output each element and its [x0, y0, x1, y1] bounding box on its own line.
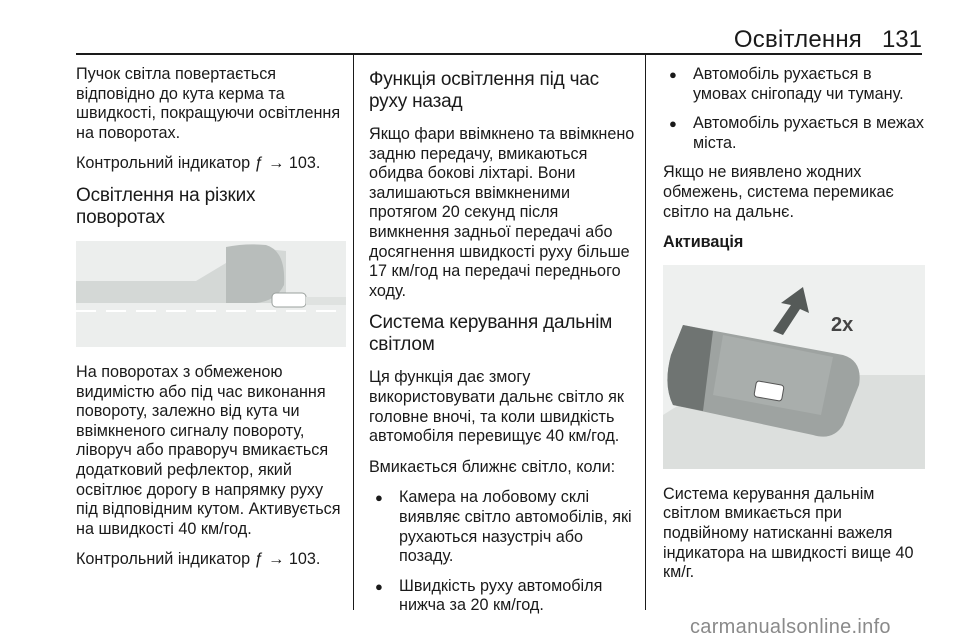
paragraph: Вмикається ближнє світло, коли: [369, 457, 616, 476]
paragraph: Пучок світла повертається відповідно до кута керма та швидкості, покращуючи освітлення на поворотах. [76, 65, 341, 142]
column-divider-1 [353, 55, 354, 610]
indicator-reference: Контрольний індикатор ƒ → 103. [76, 154, 321, 173]
section-heading: Освітлення на різких поворотах [76, 184, 256, 228]
list-item: ● Швидкість руху автомобіля нижча за 20 км/год. [369, 577, 637, 616]
column-1 [76, 65, 346, 581]
list-item: ● Автомобіль рухається в межах міста. [663, 114, 925, 153]
bullet-list [369, 488, 637, 616]
section-heading: Система керування дальнім світлом [369, 312, 613, 356]
page-title: Освітлення [733, 26, 862, 53]
header-rule [76, 53, 922, 55]
paragraph: Ця функція дає змогу використовувати дальнє світло як головне вночі, та коли швидкість автомобіля перевищує 40 км/год. [369, 368, 624, 446]
bullet-list [663, 65, 925, 153]
column-2 [369, 65, 637, 626]
page-number: 131 [881, 26, 922, 53]
paragraph: Якщо не виявлено жодних обмежень, система перемикає світло на дальнє. [663, 163, 894, 221]
paragraph: Система керування дальнім світлом вмикається при подвійному натисканні важеля індикатора на швидкості вище 40 км/г. [663, 484, 914, 582]
paragraph: На поворотах з обмеженою видимістю або під час виконання повороту, залежно від кута чи ввімкненого сигналу повороту, ліворуч або праворуч вмикається додатковий рефлектор, який освітлює дорогу в напрямку руху під відповідним кутом. Активується на швидкості 40 км/год. [76, 362, 341, 538]
indicator-reference: Контрольний індикатор ƒ → 103. [76, 550, 321, 569]
cornering-light-illustration [76, 241, 346, 347]
list-item: ● Камера на лобовому склі виявляє світло автомобілів, які рухаються назустріч або позаду. [369, 488, 637, 566]
column-divider-2 [645, 55, 646, 610]
indicator-lever-illustration [663, 265, 925, 469]
paragraph: Якщо фари ввімкнено та ввімкнено задню передачу, вмикаються обидва бокові ліхтарі. Вони залишаються ввімкненими протягом 20 секунд після вимкнення задньої передачі або досягнення швидкості руху більше 17 км/год на передачі переднього ходу. [369, 125, 635, 300]
watermark: carmanualsonline.info [690, 616, 891, 638]
figure-label: 2x [831, 313, 854, 336]
section-heading: Функція освітлення під час руху назад [369, 69, 599, 112]
column-3 [663, 65, 925, 594]
list-item: ● Автомобіль рухається в умовах снігопаду чи туману. [663, 65, 925, 104]
section-heading: Активація [663, 233, 744, 252]
